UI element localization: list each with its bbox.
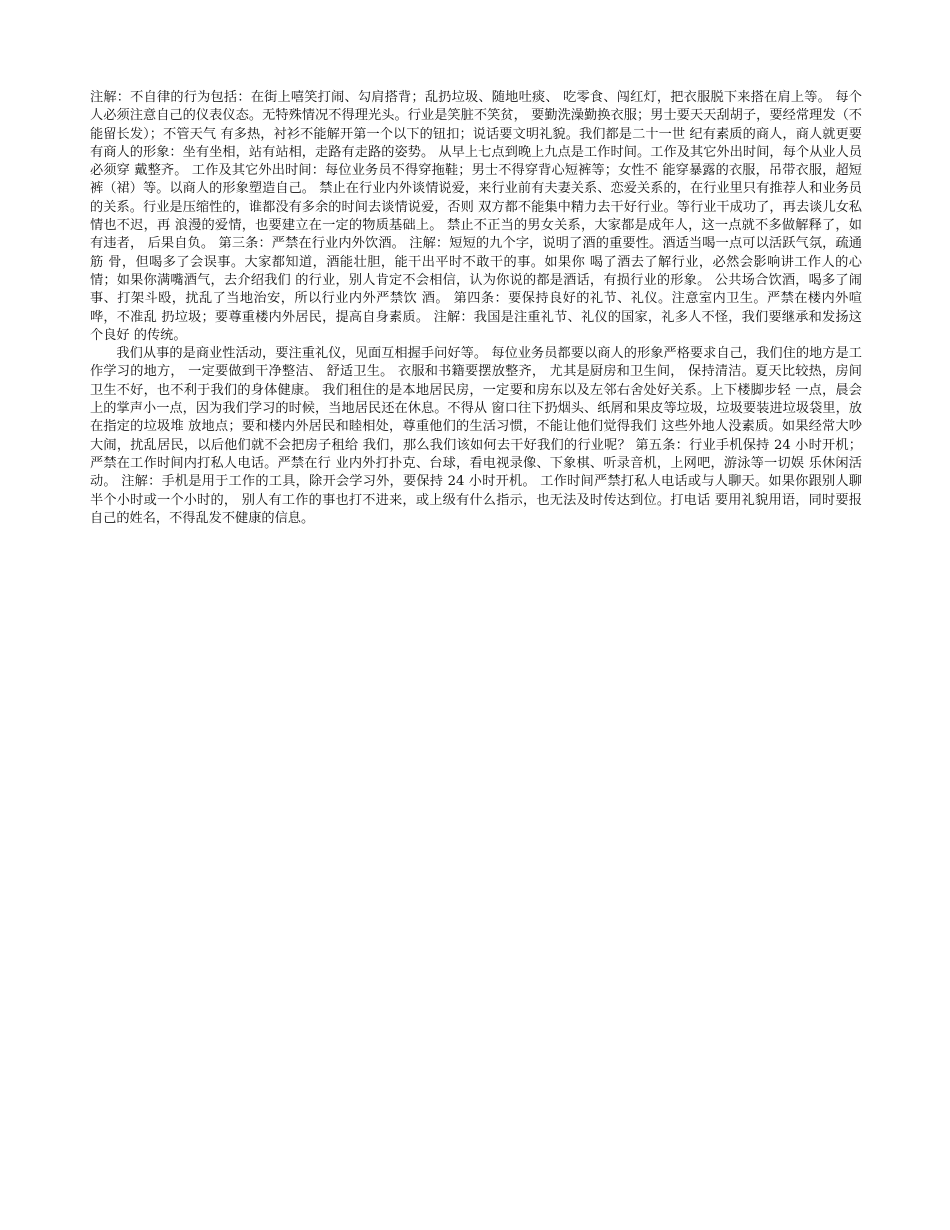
paragraph-conduct-notes: 我们从事的是商业性活动，要注重礼仪，见面互相握手问好等。 每位业务员都要以商人的形象严格要求自己，我们住的地方是工作学习的地方， 一定要做到干净整洁、 舒适卫生。 衣服和书籍要摆放整齐， 尤其是厨房和卫生间， 保持清洁。夏天比较热，房间卫生不好，也不利于我们的身体健康。 我们租住的是本地居民房，一定要和房东以及左邻右舍处好关系。上下楼脚步轻 一点，晨会上的掌声小一点，因为我们学习的时候，当地居民还在休息。不得从 窗口往下扔烟头、纸屑和果皮等垃圾，垃圾要装进垃圾袋里，放在指定的垃圾堆 放地点；要和楼内外居民和睦相处，尊重他们的生活习惯，不能让他们觉得我们 这些外地人没素质。如果经常大吵大闹，扰乱居民，以后他们就不会把房子租给 我们，那么我们该如何去干好我们的行业呢？ 第五条：行业手机保持 24 小时开机；严禁在工作时间内打私人电话。严禁在行 业内外打扑克、台球，看电视录像、下象棋、听录音机，上网吧，游泳等一切娱 乐休闲活动。 注解：手机是用于工作的工具，除开会学习外，要保持 24 小时开机。 工作时间严禁打私人电话或与人聊天。如果你跟别人聊半个小时或一个小时的， 别人有工作的事也打不进来，或上级有什么指示，也无法及时传达到位。打电话 要用礼貌用语，同时要报自己的姓名，不得乱发不健康的信息。: [90, 346, 862, 526]
paragraph-rules-notes: 注解：不自律的行为包括：在街上嘻笑打闹、勾肩搭背；乱扔垃圾、随地吐痰、 吃零食、闯红灯，把衣服脱下来搭在肩上等。 每个人必须注意自己的仪表仪态。无特殊情况不得理光头。行业是笑脏不笑贫， 要勤洗澡勤换衣服；男士要天天刮胡子，要经常理发（不能留长发）；不管天气 有多热，衬衫不能解开第一个以下的钮扣；说话要文明礼貌。我们都是二十一世 纪有素质的商人，商人就更要有商人的形象：坐有坐相，站有站相，走路有走路的姿势。 从早上七点到晚上九点是工作时间。工作及其它外出时间，每个从业人员必须穿 戴整齐。 工作及其它外出时间：每位业务员不得穿拖鞋；男士不得穿背心短裤等；女性不 能穿暴露的衣服，吊带衣服，超短裤（裙）等。以商人的形象塑造自己。 禁止在行业内外谈情说爱，来行业前有夫妻关系、恋爱关系的，在行业里只有推荐人和业务员的关系。行业是压缩性的，谁都没有多余的时间去谈情说爱，否则 双方都不能集中精力去干好行业。等行业干成功了，再去谈儿女私情也不迟，再 浪漫的爱情，也要建立在一定的物质基础上。 禁止不正当的男女关系，大家都是成年人，这一点就不多做解释了，如有违者， 后果自负。 第三条：严禁在行业内外饮酒。 注解：短短的九个字，说明了酒的重要性。酒适当喝一点可以活跃气氛，疏通筋 骨，但喝多了会误事。大家都知道，酒能壮胆，能干出平时不敢干的事。如果你 喝了酒去了解行业，必然会影响讲工作人的心情；如果你满嘴酒气，去介绍我们 的行业，别人肯定不会相信，认为你说的都是酒话，有损行业的形象。 公共场合饮酒，喝多了闹事、打架斗殴，扰乱了当地治安，所以行业内外严禁饮 酒。 第四条：要保持良好的礼节、礼仪。注意室内卫生。严禁在楼内外喧哗，不准乱 扔垃圾；要尊重楼内外居民，提高自身素质。 注解：我国是注重礼节、礼仪的国家，礼多人不怪，我们要继承和发扬这个良好 的传统。: [90, 90, 862, 343]
document-body: [90, 89, 862, 528]
